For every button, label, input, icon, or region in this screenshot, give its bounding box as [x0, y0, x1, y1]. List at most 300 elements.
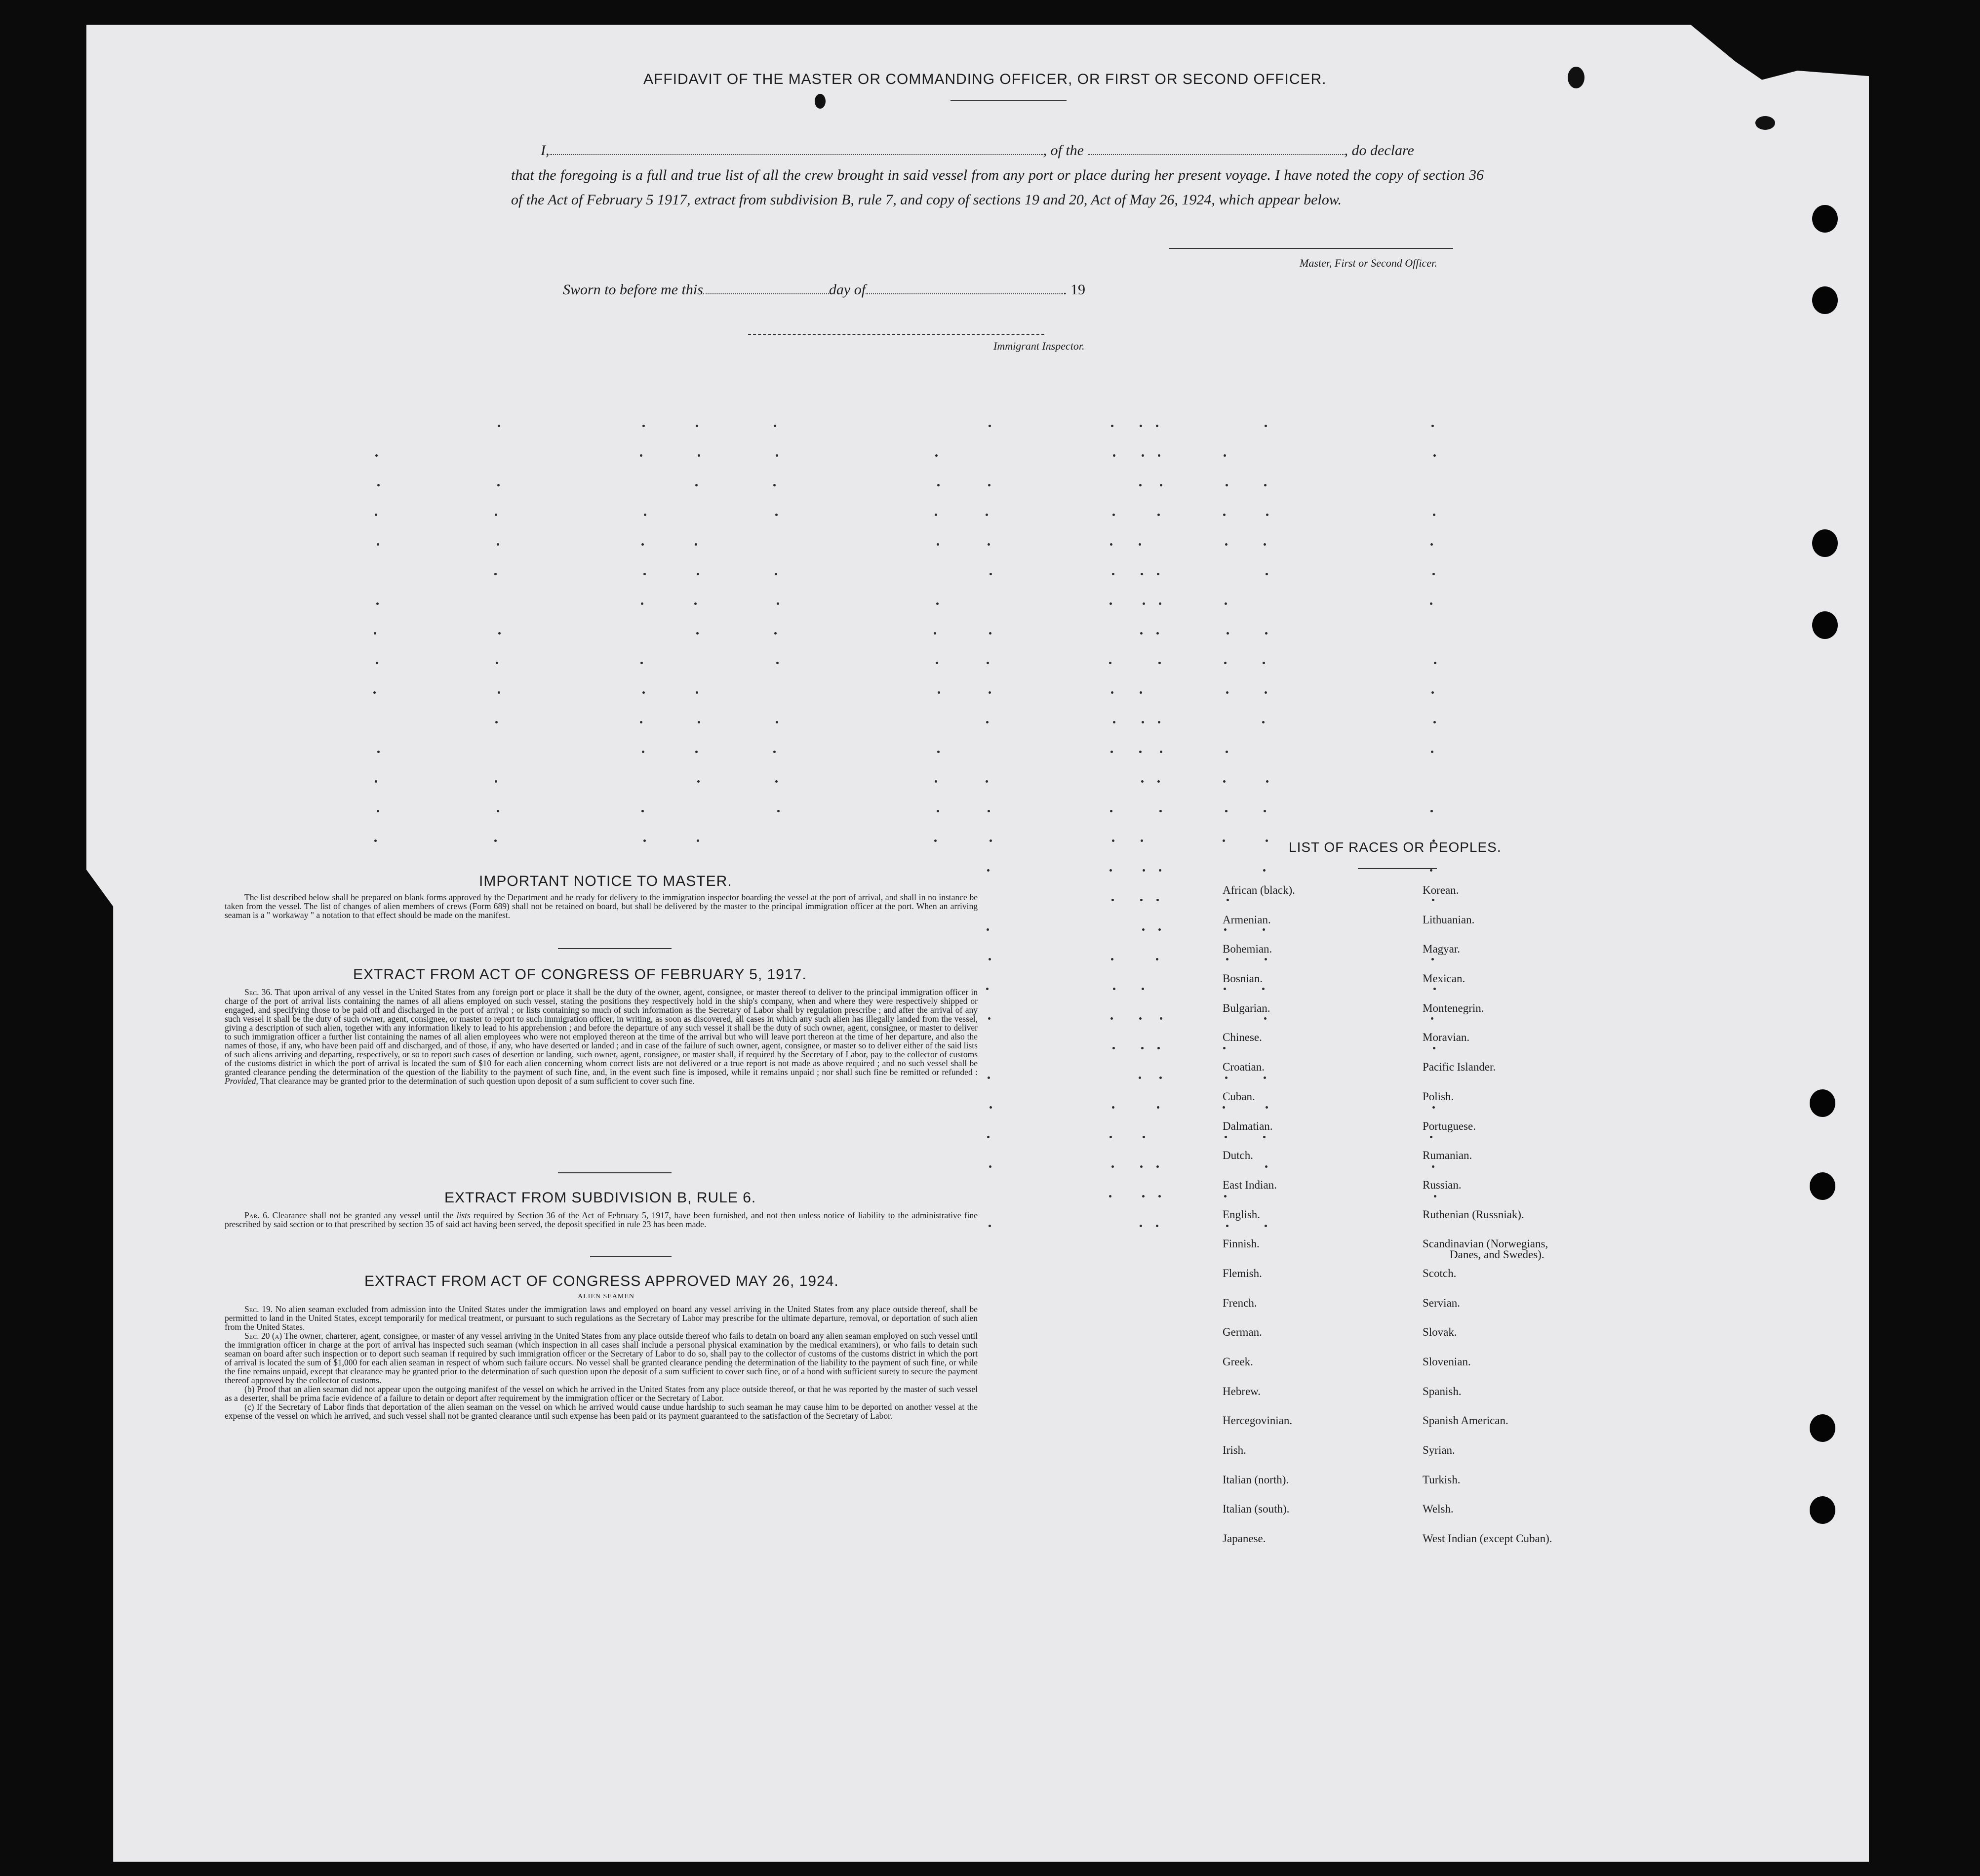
show-through-dot — [1140, 1225, 1142, 1227]
race-item — [1223, 1356, 1295, 1385]
race-item — [1423, 1090, 1552, 1120]
sec-20b-paragraph — [225, 1385, 978, 1402]
show-through-dot — [1224, 662, 1227, 664]
race-item — [1423, 1326, 1552, 1356]
show-through-dot — [694, 602, 697, 605]
race-name: Cuban. — [1223, 1090, 1255, 1103]
show-through-dot — [987, 928, 989, 931]
show-through-dot — [644, 514, 646, 516]
show-through-dot — [498, 425, 500, 427]
show-through-dot — [777, 810, 780, 812]
show-through-dot — [1110, 810, 1112, 812]
show-through-dot — [1225, 543, 1228, 546]
show-through-dot — [1263, 869, 1266, 872]
extract-rule6-heading: EXTRACT FROM SUBDIVISION B, RULE 6. — [444, 1190, 756, 1206]
race-item — [1423, 1208, 1552, 1238]
race-item — [1223, 1031, 1295, 1061]
show-through-dot — [1266, 780, 1268, 783]
show-through-dot — [1430, 869, 1432, 872]
show-through-dot — [695, 484, 698, 486]
heading-rule — [950, 100, 1067, 101]
show-through-dot — [1143, 602, 1145, 605]
race-name: Polish. — [1423, 1090, 1454, 1103]
race-item — [1423, 1179, 1552, 1208]
sworn-label: Sworn to before me this — [563, 281, 703, 298]
show-through-dot — [1140, 899, 1143, 901]
sec-36-label: Sec. 36. — [244, 987, 273, 997]
race-item — [1223, 1326, 1295, 1356]
show-through-dot — [1157, 1106, 1159, 1109]
show-through-dot — [986, 514, 988, 516]
race-item — [1423, 1031, 1552, 1061]
show-through-dot — [1158, 1195, 1161, 1197]
show-through-dot — [987, 1136, 990, 1138]
sec-20c-paragraph — [225, 1402, 978, 1420]
race-item — [1223, 1237, 1295, 1267]
race-name: Magyar. — [1423, 943, 1461, 956]
show-through-dot — [1141, 573, 1143, 575]
race-name: Chinese. — [1223, 1031, 1262, 1044]
show-through-dot — [987, 869, 990, 872]
sec-19-paragraph — [225, 1305, 978, 1331]
show-through-dot — [986, 721, 989, 723]
ink-speck — [815, 94, 826, 109]
race-name: Welsh. — [1423, 1503, 1454, 1516]
show-through-dot — [1159, 869, 1161, 872]
show-through-dot — [1158, 928, 1161, 931]
show-through-dot — [1226, 691, 1228, 694]
show-through-dot — [1141, 780, 1144, 783]
show-through-dot — [1156, 899, 1159, 901]
show-through-dot — [1434, 662, 1436, 664]
race-name: Flemish. — [1223, 1267, 1262, 1279]
show-through-dot — [1433, 514, 1435, 516]
show-through-dot — [1224, 454, 1226, 457]
show-through-dot — [1142, 721, 1144, 723]
show-through-dot — [374, 839, 377, 842]
show-through-dot — [989, 632, 991, 635]
show-through-dot — [377, 543, 379, 546]
show-through-dot — [1157, 1047, 1160, 1049]
show-through-dot — [1225, 602, 1227, 605]
show-through-dot — [1223, 514, 1226, 516]
binder-hole — [1812, 529, 1838, 557]
show-through-dot — [1143, 1136, 1145, 1138]
sworn-line — [563, 281, 1085, 298]
par-6-text-1: Clearance shall not be granted any vessel until the — [272, 1210, 454, 1220]
show-through-dot — [937, 543, 939, 546]
show-through-dot — [698, 454, 700, 457]
i-label: I, — [541, 142, 550, 159]
show-through-dot — [1111, 425, 1113, 427]
show-through-dot — [377, 810, 379, 812]
show-through-dot — [640, 454, 642, 457]
show-through-dot — [497, 543, 499, 546]
show-through-dot — [376, 602, 379, 605]
race-name: English. — [1223, 1208, 1261, 1221]
race-name: Syrian. — [1423, 1444, 1455, 1457]
show-through-dot — [1223, 839, 1225, 842]
race-item — [1423, 1444, 1552, 1474]
extract-1924-body — [225, 1305, 978, 1420]
show-through-dot — [1111, 958, 1113, 960]
show-through-dot — [1140, 632, 1143, 635]
show-through-dot — [773, 751, 776, 753]
show-through-dot — [1142, 928, 1145, 931]
manifest-page — [86, 25, 1869, 1862]
show-through-dot — [989, 691, 991, 694]
race-item — [1423, 972, 1552, 1002]
show-through-dot — [1113, 721, 1115, 723]
races-column-1 — [1223, 884, 1295, 1562]
show-through-dot — [641, 543, 644, 546]
show-through-dot — [1160, 751, 1162, 753]
show-through-dot — [1111, 691, 1113, 694]
race-name: Armenian. — [1223, 913, 1271, 926]
show-through-dot — [1141, 839, 1143, 842]
sec-19-label: Sec. 19. — [244, 1304, 273, 1314]
show-through-dot — [1156, 1225, 1158, 1227]
show-through-dot — [990, 1106, 992, 1109]
show-through-dot — [495, 721, 498, 723]
inspector-label: Immigrant Inspector. — [993, 340, 1085, 352]
show-through-dot — [696, 425, 698, 427]
declarant-name-field[interactable] — [550, 154, 1043, 155]
race-item — [1223, 1267, 1295, 1297]
show-through-dot — [1111, 899, 1114, 901]
race-name: Rumanian. — [1423, 1149, 1472, 1162]
show-through-dot — [643, 839, 646, 842]
race-item — [1423, 1385, 1552, 1415]
race-name: Hebrew. — [1223, 1385, 1261, 1397]
show-through-dot — [1262, 721, 1265, 723]
race-item — [1223, 1120, 1295, 1150]
show-through-dot — [640, 662, 643, 664]
races-rule — [1358, 868, 1437, 869]
show-through-dot — [373, 691, 376, 694]
show-through-dot — [695, 543, 697, 546]
race-item — [1423, 1061, 1552, 1090]
race-item — [1223, 943, 1295, 972]
affidavit-body: that the foregoing is a full and true list of all the crew brought in said vessel from any port or place during her present voyage. I have noted the copy of section 36 of the Act of February 5 1917, extract from subdivision B, rule 7, and copy of sections 19 and 20, Act of May 26, 1924, which appear below. — [511, 167, 1484, 208]
show-through-dot — [935, 514, 937, 516]
show-through-dot — [1265, 425, 1267, 427]
show-through-dot — [1110, 1017, 1113, 1020]
show-through-dot — [495, 780, 497, 783]
show-through-dot — [496, 662, 498, 664]
show-through-dot — [495, 514, 497, 516]
affidavit-heading: AFFIDAVIT OF THE MASTER OR COMMANDING OFFICER, OR FIRST OR SECOND OFFICER. — [643, 71, 1327, 87]
show-through-dot — [1265, 691, 1267, 694]
show-through-dot — [494, 573, 497, 575]
race-item — [1223, 914, 1295, 943]
sec-20c-label: (c) — [244, 1402, 254, 1412]
show-through-dot — [1140, 691, 1142, 694]
show-through-dot — [641, 810, 644, 812]
race-item — [1223, 1532, 1295, 1562]
race-item — [1423, 1267, 1552, 1297]
year-label: . 19 — [1063, 281, 1086, 298]
race-name: German. — [1223, 1326, 1262, 1339]
race-name: Bosnian. — [1223, 972, 1263, 985]
race-name: Greek. — [1223, 1356, 1253, 1368]
race-item — [1223, 1208, 1295, 1238]
race-item — [1223, 972, 1295, 1002]
show-through-dot — [1112, 839, 1114, 842]
extract-rule6-body — [225, 1211, 978, 1229]
show-through-dot — [1156, 958, 1158, 960]
race-name: Bulgarian. — [1223, 1001, 1270, 1014]
show-through-dot — [697, 839, 699, 842]
race-name: Russian. — [1423, 1178, 1462, 1191]
sec-20a-label: Sec. 20 (a) — [244, 1331, 282, 1341]
inspector-signature-line[interactable] — [748, 334, 1044, 335]
show-through-dot — [1430, 543, 1433, 546]
race-name: French. — [1223, 1296, 1257, 1309]
show-through-dot — [1433, 721, 1436, 723]
show-through-dot — [1112, 1047, 1115, 1049]
race-name: Scandinavian (Norwegians, — [1423, 1237, 1548, 1250]
race-name: Mexican. — [1423, 972, 1465, 985]
show-through-dot — [376, 662, 378, 664]
show-through-dot — [642, 751, 644, 753]
do-declare-label: , do declare — [1344, 142, 1414, 159]
race-name: East Indian. — [1223, 1178, 1277, 1191]
show-through-dot — [1227, 632, 1229, 635]
sec-20c-text: If the Secretary of Labor finds that deportation of the alien seaman on the vessel on which he arrived would cause undue hardship to such seaman he may cause him to be deported on another vessel at the expense of the vessel on which he arrived, and such vessel shall not be granted clearance until such expense has been paid or its payment guaranteed to the satisfaction of the Secretary of Labor. — [225, 1402, 978, 1421]
show-through-dot — [1225, 810, 1228, 812]
show-through-dot — [934, 839, 937, 842]
show-through-dot — [775, 780, 778, 783]
show-through-dot — [1160, 1017, 1162, 1020]
race-item: Scandinavian (Norwegians, Danes, and Swedes). — [1423, 1237, 1548, 1261]
show-through-dot — [1264, 484, 1267, 486]
show-through-dot — [1142, 454, 1144, 457]
race-item — [1423, 914, 1552, 943]
race-name: Turkish. — [1423, 1473, 1461, 1486]
show-through-dot — [1156, 1165, 1159, 1168]
race-item — [1223, 1503, 1295, 1532]
show-through-dot — [1157, 780, 1160, 783]
race-item — [1423, 1297, 1552, 1326]
race-item — [1223, 1474, 1295, 1503]
show-through-dot — [1109, 1136, 1112, 1138]
race-name: African (black). — [1223, 884, 1295, 896]
show-through-dot — [1156, 632, 1159, 635]
sec-20b-text: Proof that an alien seaman did not appear upon the outgoing manifest of the vessel on which he arrived in the United States from any place outside thereof, or that he was reported by the master of such vessel as a deserter, shall be prima facie evidence of a failure to detain or deport after requirement by the immigration officer or the Secretary of Labor. — [225, 1384, 978, 1403]
show-through-dot — [937, 751, 940, 753]
race-name: Italian (north). — [1223, 1473, 1289, 1486]
binder-hole — [1812, 286, 1838, 314]
show-through-dot — [989, 425, 991, 427]
sworn-month-field[interactable] — [866, 293, 1063, 294]
show-through-dot — [1111, 1165, 1114, 1168]
show-through-dot — [1139, 1077, 1141, 1079]
show-through-dot — [935, 454, 938, 457]
show-through-dot — [498, 632, 501, 635]
show-through-dot — [1109, 602, 1112, 605]
race-item — [1423, 1002, 1552, 1032]
show-through-dot — [1109, 1195, 1111, 1197]
show-through-dot — [1139, 543, 1141, 546]
show-through-dot — [375, 780, 377, 783]
binder-hole — [1810, 1089, 1835, 1117]
ink-speck — [1568, 67, 1584, 88]
binder-hole — [1810, 1496, 1835, 1524]
race-name: Slovenian. — [1423, 1356, 1471, 1368]
show-through-dot — [375, 514, 377, 516]
race-name: Japanese. — [1223, 1532, 1266, 1545]
ink-speck — [1755, 116, 1775, 130]
show-through-dot — [1143, 869, 1145, 872]
race-item — [1423, 884, 1552, 914]
binder-hole — [1812, 205, 1838, 233]
show-through-dot — [1432, 573, 1435, 575]
vessel-name-field[interactable] — [1088, 154, 1345, 155]
show-through-dot — [696, 691, 698, 694]
race-name: Finnish. — [1223, 1237, 1260, 1250]
show-through-dot — [936, 662, 938, 664]
show-through-dot — [696, 632, 699, 635]
show-through-dot — [775, 514, 778, 516]
race-item — [1423, 1356, 1552, 1385]
show-through-dot — [1433, 454, 1436, 457]
show-through-dot — [1140, 425, 1142, 427]
alien-seamen-subheading: ALIEN SEAMEN — [578, 1293, 635, 1300]
race-name: Croatian. — [1223, 1061, 1265, 1074]
show-through-dot — [988, 1077, 990, 1079]
show-through-dot — [1142, 988, 1144, 990]
show-through-dot — [695, 751, 698, 753]
show-through-dot — [697, 780, 700, 783]
show-through-dot — [1265, 632, 1267, 635]
show-through-dot — [1110, 543, 1112, 546]
races-heading: LIST OF RACES OR PEOPLES. — [1289, 839, 1502, 855]
show-through-dot — [498, 691, 500, 694]
sec-19-text: No alien seaman excluded from admission into the United States under the immigration laws and employed on board any vessel arriving in the United States from any place outside thereof, shall be permitted to land in the United States, except temporarily for medical treatment, or pursuant to such regulations as the Secretary of Labor may prescribe for the ultimate departure, removal, or deportation of such alien from the United States. — [225, 1304, 978, 1332]
of-the-label: , of the — [1043, 142, 1084, 159]
show-through-dot — [1141, 1047, 1144, 1049]
show-through-dot — [1431, 691, 1434, 694]
master-signature-line[interactable] — [1169, 248, 1453, 249]
race-name: Hercegovinian. — [1223, 1414, 1293, 1427]
show-through-dot — [494, 839, 497, 842]
show-through-dot — [935, 780, 937, 783]
race-name: Pacific Islander. — [1423, 1061, 1496, 1074]
section-rule — [558, 1172, 672, 1173]
show-through-dot — [377, 751, 380, 753]
show-through-dot — [1226, 751, 1228, 753]
show-through-dot — [1263, 662, 1265, 664]
show-through-dot — [934, 632, 936, 635]
show-through-dot — [773, 484, 776, 486]
show-through-dot — [374, 632, 376, 635]
show-through-dot — [1430, 810, 1433, 812]
sworn-day-field[interactable] — [703, 293, 829, 294]
binder-hole — [1812, 611, 1838, 639]
section-rule — [558, 948, 672, 949]
race-name: Montenegrin. — [1423, 1001, 1484, 1014]
show-through-dot — [698, 721, 700, 723]
show-through-dot — [1159, 602, 1161, 605]
show-through-dot — [990, 839, 992, 842]
show-through-dot — [375, 454, 378, 457]
par-6-italic: lists — [456, 1210, 471, 1220]
show-through-dot — [1112, 514, 1115, 516]
notice-text: The list described below shall be prepared on blank forms approved by the Department and be ready for delivery to the immigration inspector boarding the vessel at the port of arrival, and shall in no instance be taken from the vessel. The list of changes of alien members of crews (Form 689) shall not be retained on board, but shall be delivered by the master to the principal immigration officer at the port. When an arriving seaman is a " workaway " a notation to that effect should be made on the manifest. — [225, 892, 978, 920]
race-item — [1423, 1149, 1552, 1179]
extract-1917-heading: EXTRACT FROM ACT OF CONGRESS OF FEBRUARY 5, 1917. — [353, 966, 807, 983]
show-through-dot — [1159, 1077, 1162, 1079]
show-through-dot — [1139, 484, 1142, 486]
show-through-dot — [642, 425, 645, 427]
par-6-paragraph — [225, 1211, 978, 1229]
race-name: Korean. — [1423, 884, 1459, 896]
show-through-dot — [1157, 514, 1160, 516]
race-name: Irish. — [1223, 1444, 1246, 1457]
par-6-text-2: required by Section 36 of the Act of February 5, 1917, have been furnished, and not then unless notice of liability to the administrative fine prescribed by said section or to that prescribed by section 35 of said act having been served, the deposit specified in rule 23 has been made. — [225, 1210, 978, 1229]
notice-heading: IMPORTANT NOTICE TO MASTER. — [479, 873, 732, 889]
binder-hole — [1810, 1414, 1835, 1442]
declarant-line — [511, 138, 1484, 163]
show-through-dot — [497, 484, 500, 486]
sec-20a-paragraph — [225, 1331, 978, 1385]
show-through-dot — [775, 573, 777, 575]
show-through-dot — [1113, 454, 1115, 457]
race-item — [1223, 1002, 1295, 1032]
show-through-dot — [1226, 484, 1228, 486]
race-name: Dalmatian. — [1223, 1119, 1273, 1132]
show-through-dot — [1430, 602, 1432, 605]
race-name: West Indian (except Cuban). — [1423, 1532, 1552, 1545]
show-through-dot — [641, 602, 643, 605]
sec-20b-label: (b) — [244, 1384, 255, 1394]
sec-36-paragraph — [225, 988, 978, 1085]
race-item — [1223, 884, 1295, 914]
extract-1917-body — [225, 988, 978, 1085]
show-through-dot — [497, 810, 499, 812]
race-name: Spanish American. — [1423, 1414, 1508, 1427]
show-through-dot — [989, 958, 991, 960]
race-name: Moravian. — [1423, 1031, 1470, 1044]
show-through-dot — [1431, 751, 1433, 753]
show-through-dot — [937, 810, 939, 812]
show-through-dot — [936, 602, 939, 605]
show-through-dot — [1112, 573, 1114, 575]
race-name: Dutch. — [1223, 1149, 1253, 1162]
show-through-dot — [774, 632, 777, 635]
par-6-label: Par. 6. — [244, 1210, 270, 1220]
binder-hole — [1810, 1172, 1835, 1200]
race-item — [1223, 1179, 1295, 1208]
show-through-dot — [1431, 425, 1434, 427]
show-through-dot — [1157, 573, 1159, 575]
show-through-dot — [1266, 839, 1268, 842]
proviso-text: That clearance may be granted prior to the determination of such question upon deposit of a sum sufficient to cover such fine. — [260, 1076, 695, 1086]
show-through-dot — [1110, 751, 1113, 753]
show-through-dot — [642, 691, 645, 694]
show-through-dot — [1113, 988, 1115, 990]
show-through-dot — [1266, 573, 1268, 575]
race-name: Ruthenian (Russniak). — [1423, 1208, 1524, 1221]
show-through-dot — [988, 810, 990, 812]
show-through-dot — [776, 662, 779, 664]
show-through-dot — [1112, 1106, 1114, 1109]
show-through-dot — [1160, 484, 1162, 486]
race-item — [1223, 1444, 1295, 1474]
sec-20a-text: The owner, charterer, agent, consignee, or master of any vessel arriving in the United States from any place outside thereof who fails to detain on board any alien seaman employed on such vessel until the immigration officer in charge at the port of arrival has inspected such seaman (which inspection in all cases shall include a personal physical examination by the medical examiners), or who fails to detain such seaman on board after such inspection or to deport such seaman if required by such immigration officer or the Secretary of Labor to do so, shall pay to the collector of customs of the customs district in which the port of arrival is located the sum of $1,000 for each alien seaman in respect of whom such failure occurs. No vessel shall be granted clearance pending the determination of the liability to the payment of such fine, or while the fine remains unpaid, except that clearance may be granted prior to the determination of such question upon the deposit of a sum sufficient to cover such fine, or of a bond with sufficient surety to secure the payment thereof approved by the collector of customs. — [225, 1331, 978, 1385]
race-item — [1423, 1474, 1552, 1503]
